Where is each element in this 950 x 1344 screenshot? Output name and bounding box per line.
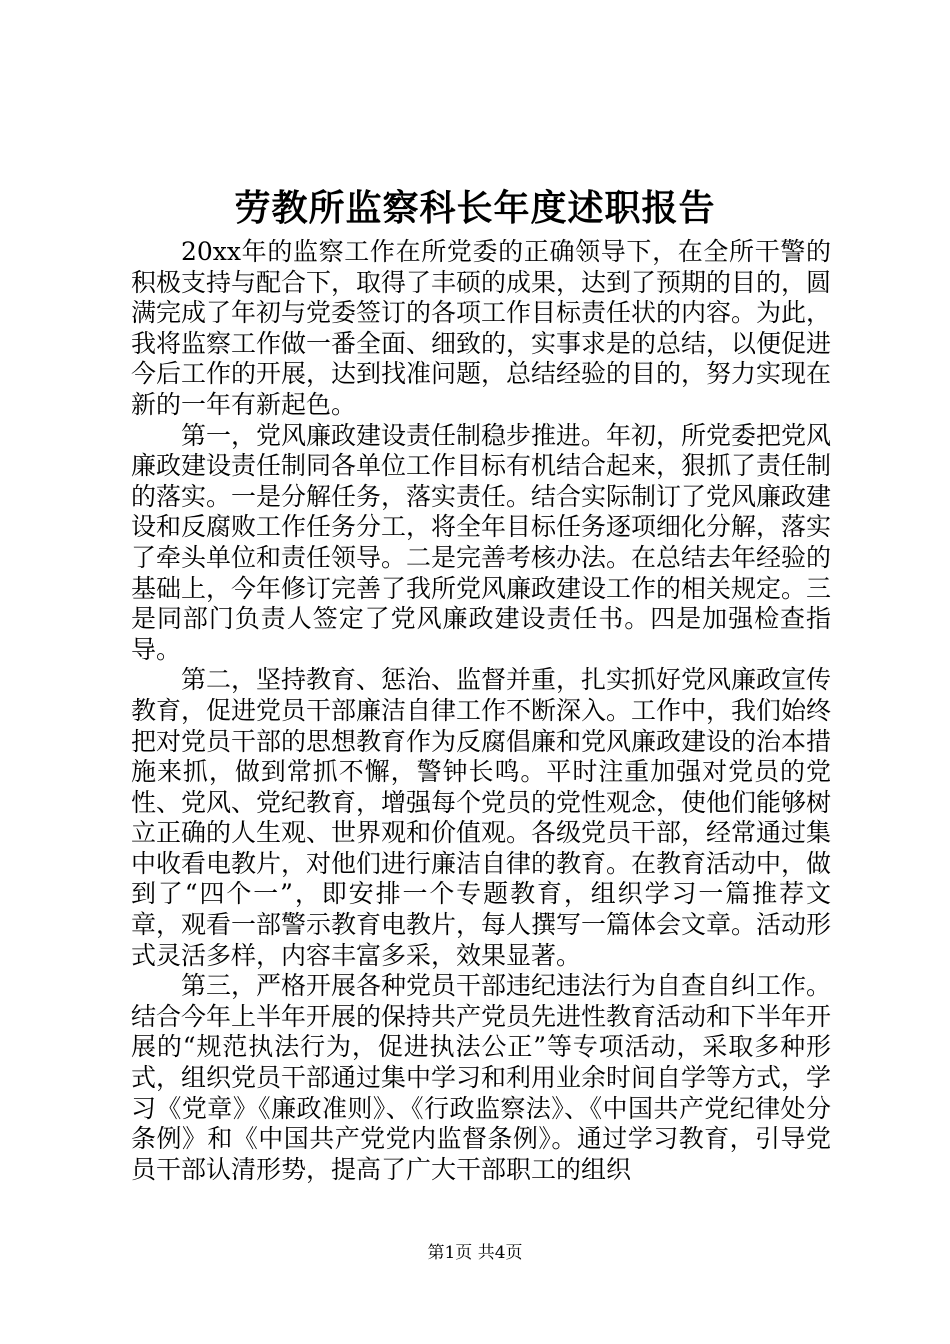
page-number-footer: 第1页 共4页 bbox=[427, 1243, 523, 1263]
paragraph-second: 第二，坚持教育、惩治、监督并重，扎实抓好党风廉政宣传教育，促进党员干部廉洁自律工作不断深入。工作中，我们始终把对党员干部的思想教育作为反腐倡廉和党风廉政建设的治本措施来抓，做到常抓不懈，警钟长鸣。平时注重加强对党员的党性、党风、党纪教育，增强每个党员的党性观念，使他们能够树立正确的人生观、世界观和价值观。各级党员干部，经常通过集中收看电教片，对他们进行廉洁自律的教育。在教育活动中，做到了“四个一”，即安排一个专题教育，组织学习一篇推荐文章，观看一部警示教育电教片，每人撰写一篇体会文章。活动形式灵活多样，内容丰富多采，效果显著。 bbox=[131, 665, 832, 970]
paragraph-third: 第三，严格开展各种党员干部违纪违法行为自查自纠工作。结合今年上半年开展的保持共产党员先进性教育活动和下半年开展的“规范执法行为，促进执法公正”等专项活动，采取多种形式，组织党员干部通过集中学习和利用业余时间自学等方式，学习《党章》《廉政准则》、《行政监察法》、《中国共产党纪律处分条例》和《中国共产党党内监督条例》。通过学习教育，引导党员干部认清形势，提高了广大干部职工的组织 bbox=[131, 971, 832, 1184]
document-title: 劳教所监察科长年度述职报告 bbox=[234, 187, 716, 229]
paragraph-first: 第一，党风廉政建设责任制稳步推进。年初，所党委把党风廉政建设责任制同各单位工作目标有机结合起来，狠抓了责任制的落实。一是分解任务，落实责任。结合实际制订了党风廉政建设和反腐败工作任务分工，将全年目标任务逐项细化分解，落实了牵头单位和责任领导。二是完善考核办法。在总结去年经验的基础上，今年修订完善了我所党风廉政建设工作的相关规定。三是同部门负责人签定了党风廉政建设责任书。四是加强检查指导。 bbox=[131, 420, 832, 664]
paragraph-intro: 20xx年的监察工作在所党委的正确领导下，在全所干警的积极支持与配合下，取得了丰硕的成果，达到了预期的目的，圆满完成了年初与党委签订的各项工作目标责任状的内容。为此，我将监察工作做一番全面、细致的，实事求是的总结，以便促进今后工作的开展，达到找准问题，总结经验的目的，努力实现在新的一年有新起色。 bbox=[131, 237, 832, 419]
document-body bbox=[131, 237, 831, 1185]
